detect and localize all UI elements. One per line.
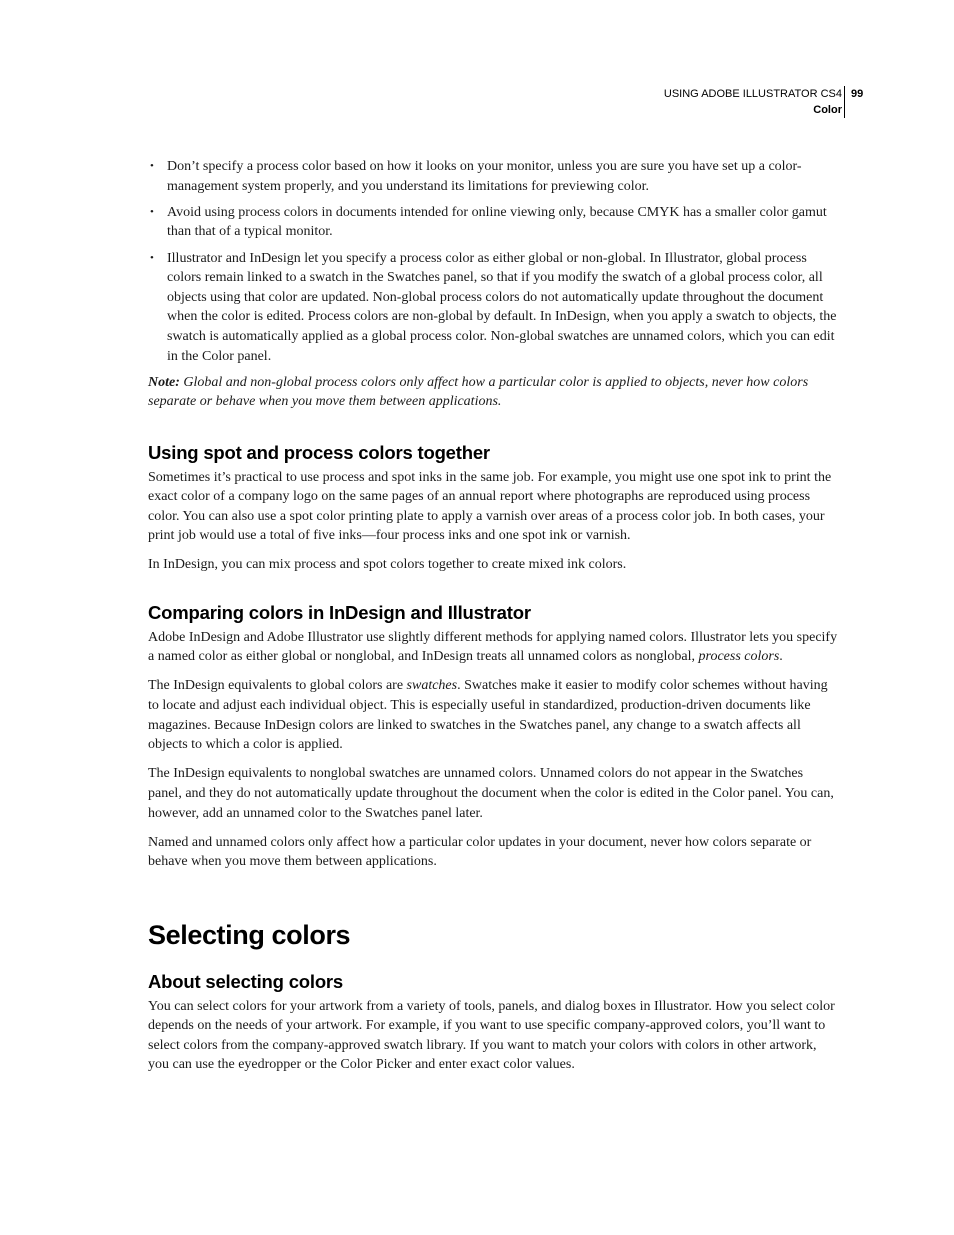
bullet-item: • Avoid using process colors in documents intended for online viewing only, because CMYK has a smaller color gamut than that of a typical monitor.: [148, 203, 840, 242]
paragraph: [148, 628, 840, 667]
paragraph: Named and unnamed colors only affect how a particular color updates in your document, never how colors separate or behave when you move them between applications.: [148, 834, 812, 870]
text-run: .: [779, 649, 783, 665]
heading-about-selecting-colors: About selecting colors: [148, 970, 344, 992]
emphasis-text: process colors: [698, 649, 780, 665]
bullet-item: • Don’t specify a process color based on how it looks on your monitor, unless you are sure you have set up a color-management system properly, and you understand its limitations for previewing color.: [148, 157, 840, 196]
heading-selecting-colors: Selecting colors: [148, 919, 351, 950]
text-run: The InDesign equivalents to global colors are: [148, 678, 407, 694]
paragraph: The InDesign equivalents to nonglobal swatches are unnamed colors. Unnamed colors do not appear in the Swatches panel, and they do not automatically update throughout the document when the color is edited in the Color panel. You can, however, add an unnamed color to the Swatches panel later.: [148, 766, 834, 821]
paragraph: [148, 676, 840, 754]
heading-spot-process: Using spot and process colors together: [148, 441, 490, 463]
note-label: Note:: [148, 374, 180, 390]
running-header: [664, 86, 842, 118]
header-section-name: Color: [813, 104, 842, 116]
paragraph: In InDesign, you can mix process and spot colors together to create mixed ink colors.: [148, 557, 627, 573]
text-run: Adobe InDesign and Adobe Illustrator use slightly different methods for applying named colors. Illustrator lets you specify a named color as either global or nonglobal, and InDesign treats all unnamed colors as nonglobal,: [148, 629, 838, 665]
header-divider: [844, 86, 845, 118]
emphasis-text: swatches: [406, 678, 458, 694]
note-paragraph: [148, 373, 840, 412]
page-body: [148, 157, 840, 1085]
paragraph: You can select colors for your artwork from a variety of tools, panels, and dialog boxes in Illustrator. How you select color depends on the needs of your artwork. For example, if you want to use specific company-approved colors, you’ll want to select colors from the company-approved swatch library. If you want to match your colors with colors in other artwork, you can use the eyedropper or the Color Picker and enter exact color values.: [148, 998, 835, 1073]
bullet-list: [148, 157, 840, 366]
header-doc-title: USING ADOBE ILLUSTRATOR CS4: [663, 88, 842, 100]
text-run: . Swatches make it easier to modify color schemes without having to locate and adjust each individual object. This is especially useful in standardized, production-driven documents like magazines. Because InDesign colors are linked to swatches in the Swatches panel, any change to a swatch affects all objects to which a color is applied.: [148, 678, 828, 753]
heading-comparing-colors: Comparing colors in InDesign and Illustrator: [148, 601, 531, 623]
note-text: Global and non-global process colors only affect how a particular color is applied to objects, never how colors separate or behave when you move them between applications.: [148, 374, 809, 410]
bullet-item: • Illustrator and InDesign let you specify a process color as either global or non-global. In Illustrator, global process colors remain linked to a swatch in the Swatches panel, so that if you modify the swatch of a global process color, all objects using that color are updated. Non-global process colors do not automatically update throughout the document when the color is edited. Process colors are non-global by default. In InDesign, when you apply a swatch to objects, the swatch is automatically applied as a global process color. Non-global swatches are unnamed colors, which you can edit in the Color panel.: [148, 249, 840, 367]
paragraph: Sometimes it’s practical to use process and spot inks in the same job. For example, you might use one spot ink to print the exact color of a company logo on the same pages of an annual report where photographs are reproduced using process color. You can also use a spot color printing plate to apply a varnish over areas of a process color job. In both cases, your print job would use a total of five inks—four process inks and one spot ink or varnish.: [148, 469, 832, 544]
page-number: 99: [851, 88, 864, 100]
